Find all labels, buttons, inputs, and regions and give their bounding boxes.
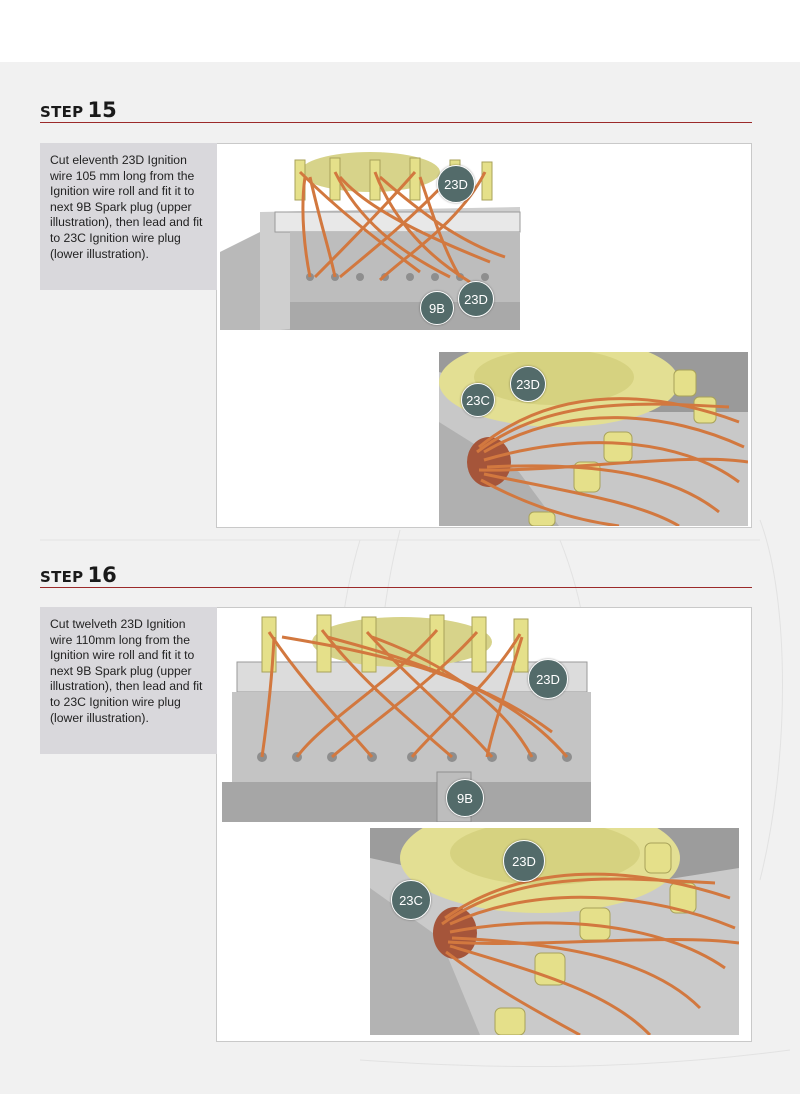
step-16-instructions: Cut twelveth 23D Ignition wire 110mm long from the Ignition wire roll and fit it to next 9B Spark plug (upper illustration), then lead and fit to 23C Ignition wire plug (lower illustration). [40, 607, 217, 754]
callout-9b: 9B [446, 779, 484, 817]
step-15-heading [40, 98, 752, 123]
step-16-lower-illustration [370, 828, 739, 1035]
step-label: STEP [40, 103, 84, 121]
step-label: STEP [40, 568, 84, 586]
step-15-lower-illustration [439, 352, 748, 526]
callout-23d: 23D [528, 659, 568, 699]
step-number: 16 [87, 563, 117, 587]
step-16-heading [40, 563, 752, 588]
callout-23c: 23C [391, 880, 431, 920]
step-number: 15 [87, 98, 117, 122]
top-band [0, 0, 800, 62]
callout-23d: 23D [458, 281, 494, 317]
step-16-upper-illustration [222, 612, 591, 822]
callout-23c: 23C [461, 383, 495, 417]
callout-23d: 23D [437, 165, 475, 203]
callout-23d: 23D [510, 366, 546, 402]
step-15-instructions: Cut eleventh 23D Ignition wire 105 mm long from the Ignition wire roll and fit it to next 9B Spark plug (upper illustration), then lead and fit to 23C Ignition wire plug (lower illustration). [40, 143, 217, 290]
callout-9b: 9B [420, 291, 454, 325]
callout-23d: 23D [503, 840, 545, 882]
